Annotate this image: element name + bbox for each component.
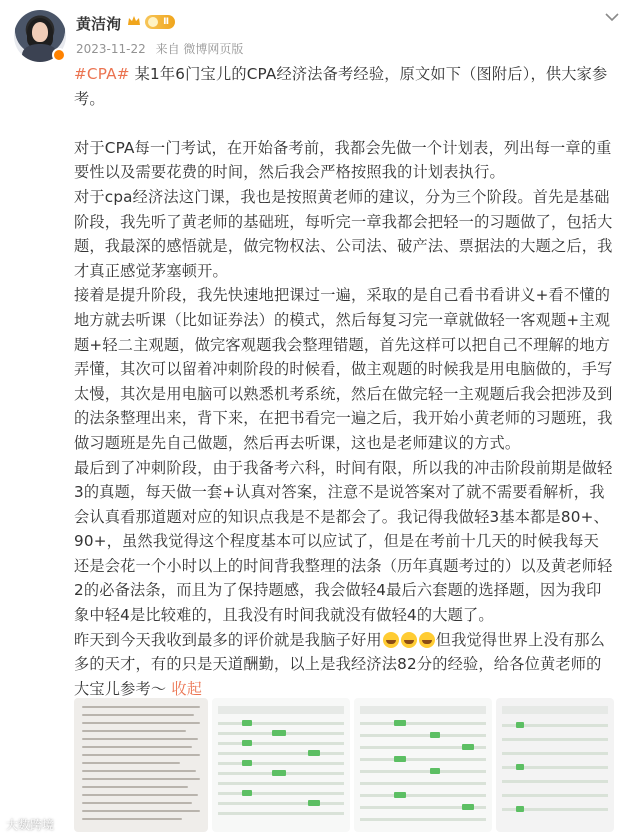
green-cell xyxy=(394,792,406,798)
text-line xyxy=(82,818,182,820)
table-row xyxy=(218,752,344,755)
post-paragraph: 最后到了冲刺阶段，由于我备考六科，时间有限，所以我的冲击阶段前期是做轻3的真题，每天做一套+认真对答案，注意不是说答案对了就不需要看解析，我会认真看那道题对应的知识点我是不是都会了。我记得我做轻3基本都是80+、90+，虽然我觉得这个程度基本可以应试了，但是在考前十几天的时候我每天还是会花一个小时以上的时间背我整理的法条（历年真题考过的）以及黄老师轻2的必备法条，而且为了保持题感，我会做轻4最后六套题的选择题，因为我印象中轻4是比较难的，且我没有时间我就没有做轻4的大题了。 xyxy=(74,458,613,625)
green-cell xyxy=(462,804,474,810)
post-date[interactable]: 2023-11-22 xyxy=(76,42,146,56)
green-cell xyxy=(394,756,406,762)
table-row xyxy=(360,818,486,821)
post-paragraph: 接着是提升阶段，我先快速地把课过一遍，采取的是自己看书看讲义+看不懂的地方就去听课（比如证券法）的模式，然后每复习完一章就做轻一客观题+主观题+轻二主观题，做完客观题我会整理错题，首先这样可以把自己不理解的地方弄懂，其次可以留着冲刺阶段的时候看，做主观题的时候我是用电脑做的，手写太慢，其次是用电脑可以熟悉机考系统，然后在做完轻一主观题后我会把涉及到的法条整理出来，背下来，在把书看完一遍之后，我开始小黄老师的习题班，我做习题班是先自己做题，然后再去听课，这也是老师建议的方式。 xyxy=(74,286,613,452)
table-row xyxy=(360,734,486,737)
text-line xyxy=(82,770,196,772)
avatar-face xyxy=(32,22,48,42)
laugh-emoji-icon xyxy=(401,632,417,648)
text-line xyxy=(82,714,194,716)
table-row xyxy=(218,782,344,785)
table-row xyxy=(360,758,486,761)
green-cell xyxy=(430,768,440,774)
watermark: 大数跨境 xyxy=(6,818,55,832)
green-cell xyxy=(462,744,474,750)
image-thumbnail[interactable] xyxy=(212,698,350,832)
text-line xyxy=(82,810,200,812)
text-line xyxy=(82,786,188,788)
text-line xyxy=(82,754,200,756)
verified-badge-icon xyxy=(52,48,66,62)
post-paragraph: 对于CPA每一门考试，在开始备考前，我都会先做一个计划表，列出每一章的重要性以及需要花费的时间，然后我会严格按照我的计划表执行。 xyxy=(74,138,612,182)
text-line xyxy=(82,722,200,724)
table-row xyxy=(502,780,608,783)
post-meta xyxy=(76,40,249,57)
table-row xyxy=(502,794,608,797)
green-cell xyxy=(272,730,286,736)
username[interactable]: 黄洁洵 xyxy=(76,15,122,33)
text-line xyxy=(82,706,200,708)
green-cell xyxy=(242,760,252,766)
table-row xyxy=(360,770,486,773)
level-text: Ⅱ xyxy=(163,17,169,27)
table-row xyxy=(218,802,344,805)
image-gallery xyxy=(74,698,614,832)
image-thumbnail[interactable] xyxy=(496,698,614,832)
table-header xyxy=(218,706,344,714)
text-line xyxy=(82,794,198,796)
text-line xyxy=(82,730,186,732)
green-cell xyxy=(272,770,286,776)
green-cell xyxy=(430,732,440,738)
table-row xyxy=(218,742,344,745)
green-cell xyxy=(394,720,406,726)
post-last-after: 但我觉得世界上没有那么多的天才，有的只是天道酬勤，以上是我经济法82分的经验，给各位黄老师的大宝儿参考～ xyxy=(74,630,606,698)
table-row xyxy=(360,794,486,797)
table-header xyxy=(502,706,608,714)
level-dot-icon xyxy=(148,17,158,27)
text-line xyxy=(82,802,192,804)
green-cell xyxy=(308,800,320,806)
green-cell xyxy=(242,720,252,726)
text-line xyxy=(82,778,200,780)
green-cell xyxy=(242,740,252,746)
green-cell xyxy=(516,764,524,770)
green-cell xyxy=(308,750,320,756)
table-row xyxy=(218,722,344,725)
crown-icon xyxy=(127,15,141,27)
hashtag-link[interactable]: #CPA# xyxy=(74,65,130,83)
green-cell xyxy=(516,722,524,728)
table-row xyxy=(218,812,344,815)
post-header xyxy=(14,10,614,66)
post-body xyxy=(74,62,614,701)
table-header xyxy=(360,706,486,714)
laugh-emoji-icon xyxy=(419,632,435,648)
table-row xyxy=(502,752,608,755)
table-row xyxy=(502,738,608,741)
post-source: 来自 微博网页版 xyxy=(155,42,244,56)
post-intro xyxy=(74,62,614,111)
laugh-emoji-icon xyxy=(383,632,399,648)
post-paragraph: 对于cpa经济法这门课，我也是按照黄老师的建议，分为三个阶段。首先是基础阶段，我先听了黄老师的基础班，每听完一章我都会把轻一的习题做了，包括大题，我最深的感悟就是，做完物权法、公司法、破产法、票据法的大题之后，我才真正感觉茅塞顿开。 xyxy=(74,187,613,280)
green-cell xyxy=(242,790,252,796)
image-thumbnail[interactable] xyxy=(74,698,208,832)
more-icon[interactable] xyxy=(602,10,622,30)
text-line xyxy=(82,738,198,740)
level-badge[interactable] xyxy=(145,15,175,29)
green-cell xyxy=(516,806,524,812)
table-row xyxy=(218,762,344,765)
post-intro-text: 某1年6门宝儿的CPA经济法备考经验，原文如下（图附后），供大家参考。 xyxy=(74,65,608,108)
text-line xyxy=(82,762,180,764)
post-paragraph-last xyxy=(74,628,614,702)
image-thumbnail[interactable] xyxy=(354,698,492,832)
collapse-link[interactable]: 收起 xyxy=(171,679,203,698)
paragraph-gap xyxy=(74,111,614,136)
table-row xyxy=(360,722,486,725)
text-line xyxy=(82,746,192,748)
table-row xyxy=(360,782,486,785)
table-row xyxy=(218,792,344,795)
post-last-before: 昨天到今天我收到最多的评价就是我脑子好用 xyxy=(74,630,382,649)
